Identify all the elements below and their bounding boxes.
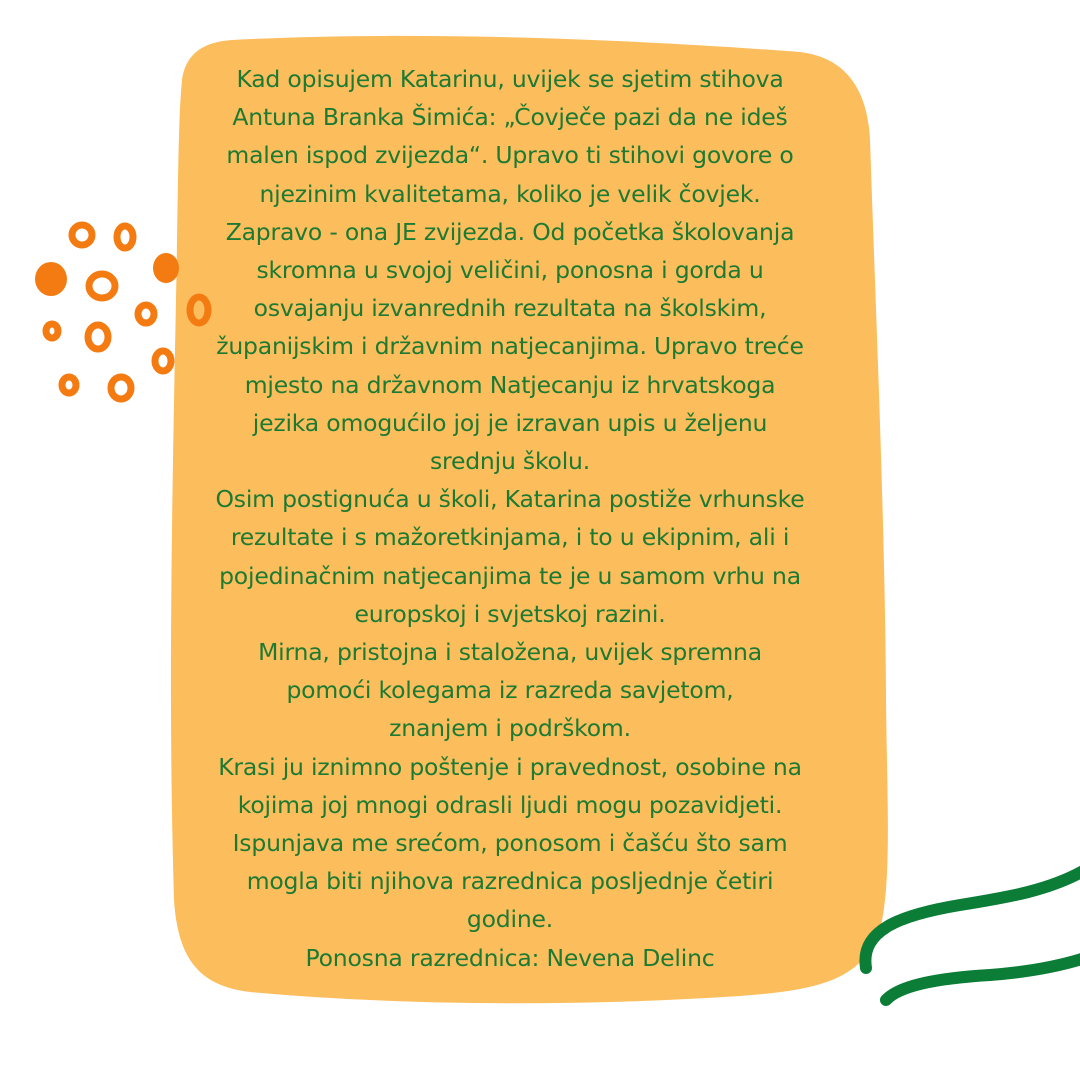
- text-line: pomoći kolegama iz razreda savjetom,: [286, 676, 734, 705]
- tribute-text: [190, 60, 830, 977]
- text-line: Zapravo - ona JE zvijezda. Od početka školovanja: [225, 217, 795, 246]
- text-line: njezinim kvalitetama, koliko je velik čovjek.: [259, 179, 761, 208]
- text-line: pojedinačnim natjecanjima te je u samom vrhu na: [219, 561, 801, 590]
- text-line: Antuna Branka Šimića: „Čovječe pazi da ne ideš: [232, 103, 788, 132]
- text-line: osvajanju izvanrednih rezultata na školskim,: [253, 294, 767, 323]
- text-line: županijskim i državnim natjecanjima. Upravo treće: [216, 332, 804, 361]
- text-line: znanjem i podrškom.: [389, 714, 631, 743]
- text-line: jezika omogućilo joj je izravan upis u željenu: [252, 408, 768, 437]
- text-line: mogla biti njihova razrednica posljednje četiri: [246, 867, 774, 896]
- text-line: skromna u svojoj veličini, ponosna i gorda u: [256, 256, 764, 285]
- text-line: rezultate i s mažoretkinjama, i to u ekipnim, ali i: [230, 523, 790, 552]
- text-line: Ponosna razrednica: Nevena Delinc: [305, 943, 715, 972]
- text-line: Kad opisujem Katarinu, uvijek se sjetim stihova: [236, 65, 784, 93]
- text-line: Mirna, pristojna i staložena, uvijek spremna: [258, 638, 762, 667]
- text-line: Osim postignuća u školi, Katarina postiže vrhunske: [215, 485, 805, 514]
- text-line: mjesto na državnom Natjecanju iz hrvatskoga: [244, 370, 776, 399]
- text-line: srednju školu.: [429, 447, 591, 476]
- text-line: Ispunjava me srećom, ponosom i čašću što sam: [232, 829, 788, 858]
- text-line: godine.: [466, 905, 554, 934]
- text-line: europskoj i svjetskoj razini.: [354, 599, 666, 628]
- text-line: kojima joj mnogi odrasli ljudi mogu pozavidjeti.: [237, 790, 783, 819]
- text-line: Krasi ju iznimno poštenje i pravednost, osobine na: [218, 752, 802, 781]
- text-line: malen ispod zvijezda“. Upravo ti stihovi govore o: [226, 141, 794, 170]
